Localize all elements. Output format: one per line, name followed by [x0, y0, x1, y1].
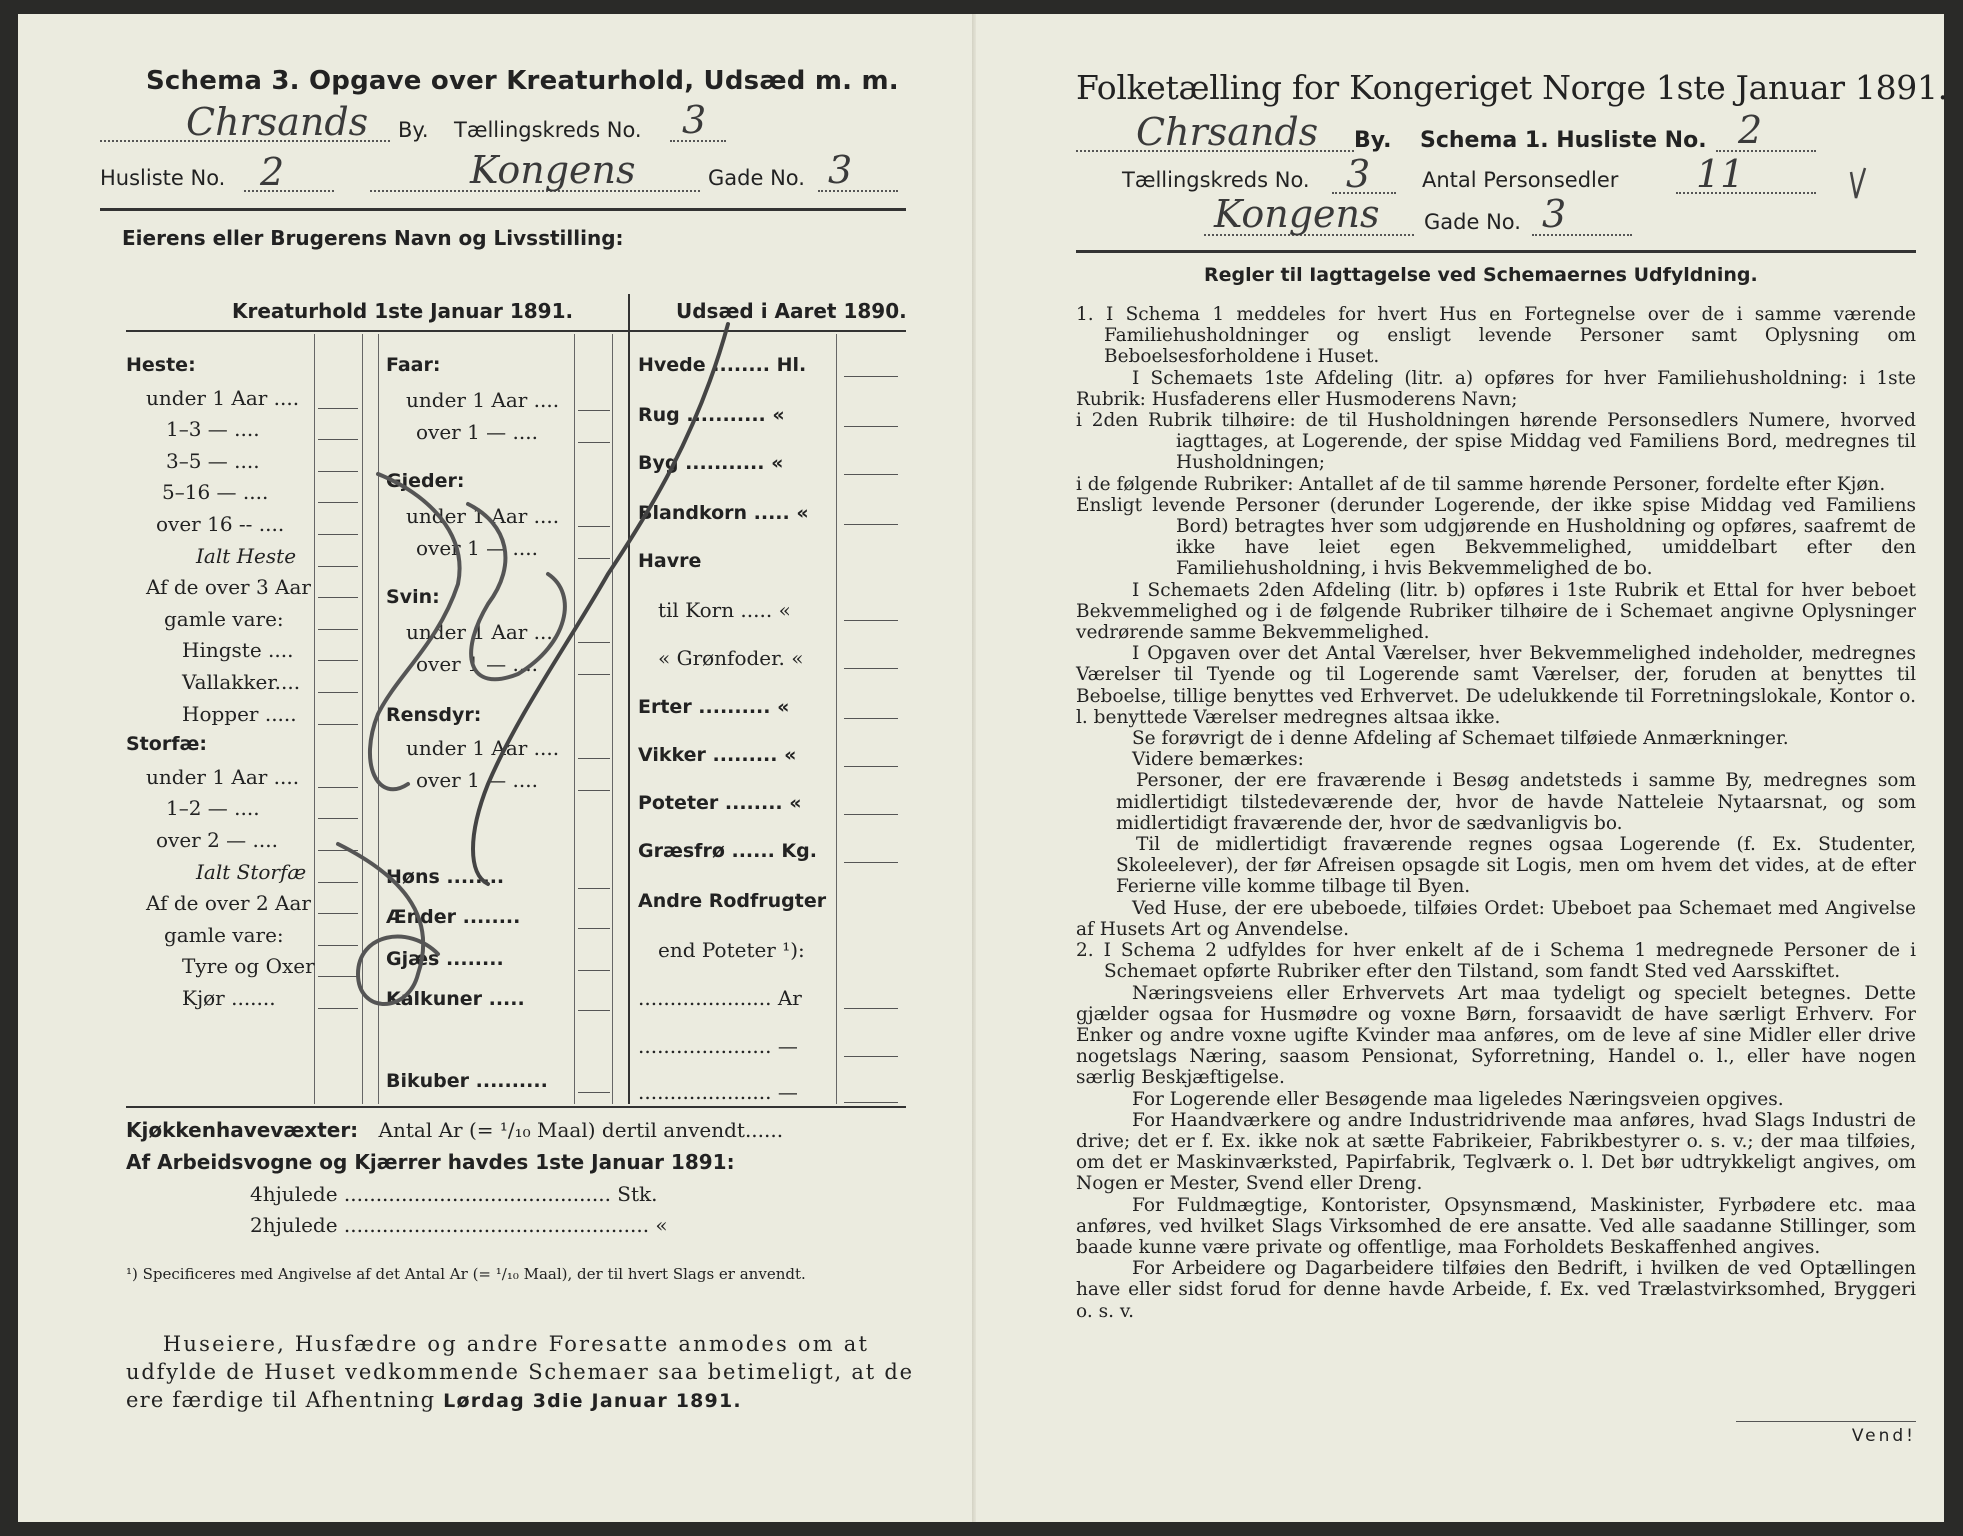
- closing-line-3a: ere færdige til Afhentning: [126, 1388, 436, 1412]
- arbeidsvogne-label: Af Arbeidsvogne og Kjærrer havdes 1ste Januar 1891:: [126, 1150, 735, 1174]
- header-rule: [100, 208, 906, 211]
- arbeidsvogne-line: [126, 1150, 735, 1174]
- col1-row: 3–5 — ....: [166, 448, 260, 473]
- col3-row: Poteter ........ «: [638, 792, 802, 814]
- col3-row: end Poteter ¹):: [658, 938, 805, 962]
- col3-entry-line: [844, 1008, 898, 1009]
- col1-row: gamle vare:: [164, 922, 284, 947]
- col2-row: Faar:: [386, 354, 441, 376]
- col2-row: over 1 — ....: [416, 652, 538, 676]
- stamp-word: [358, 654, 361, 655]
- col3-row: Byg ........... «: [638, 452, 784, 474]
- vend-label: Vend!: [1851, 1426, 1916, 1446]
- kreds-label: Tællingskreds No.: [454, 118, 642, 142]
- col3-row: ..................... —: [638, 1080, 798, 1104]
- rule-2-fuldmaegtige: For Fuldmægtige, Kontorister, Opsynsmænd, Maskinister, Fyrbødere etc. maa anføres, ved hvilket Slags Virksomhed de ere ansatte. Ved alle saadanne Stillinger, som baade kunne være private og offentlige, maa Forholdets Beskaffenhed angives.: [1076, 1194, 1916, 1258]
- by-handwriting: Chrsands: [186, 100, 369, 144]
- hjul4-line: 4hjulede .......................................... Stk.: [250, 1182, 658, 1206]
- col1-row: Vallakker....: [182, 670, 301, 694]
- table-bottom-rule: [126, 1106, 906, 1108]
- col3-row: Blandkorn ..... «: [638, 502, 809, 524]
- rule-1-videre: Videre bemærkes:: [1132, 749, 1304, 771]
- col3-row: Hvede ........ Hl.: [638, 354, 807, 376]
- kjokken-label: Kjøkkenhavevæxter:: [126, 1118, 359, 1142]
- husliste-handwriting-right: 2: [1738, 108, 1763, 152]
- col3-entry-line: [844, 862, 898, 863]
- col2-row: under 1 Aar ....: [406, 388, 560, 412]
- col3-row: Andre Rodfrugter: [638, 890, 827, 912]
- col3-row: Rug ........... «: [638, 404, 785, 426]
- col3-row: Vikker ......... «: [638, 744, 797, 766]
- col2-row: under 1 Aar ....: [406, 736, 560, 760]
- closing-line-1: Huseiere, Husfædre og andre Foresatte anmodes om at: [162, 1332, 870, 1356]
- kjokken-rest: Antal Ar (= ¹/₁₀ Maal) dertil anvendt......: [378, 1118, 784, 1142]
- col3-entry-line: [844, 668, 898, 669]
- col3-entry-line: [844, 766, 898, 767]
- rule-2-naeringsvei: Næringsveiens eller Erhvervets Art maa tydeligt og specielt betegnes. Dette gjælder ogsaa for Husmødre og voxne Børn, forsaavidt de have særligt Erhverv. For Enker og andre voxne ugifte Kvinder maa anføres, om de leve af sine Midler eller drive nogetslags Næring, saasom Pensionat, Syforretning, Handel o. l., eller have nogen særlig Beskjæftigelse.: [1076, 982, 1916, 1089]
- left-page-schema-3: [18, 14, 972, 1522]
- col2-row: Rensdyr:: [386, 704, 482, 726]
- col2-row: under 1 Aar ....: [406, 504, 560, 528]
- col3-row: Erter .......... «: [638, 696, 790, 718]
- rule-1-afdeling2: I Schemaets 2den Afdeling (litr. b) opføres i 1ste Rubrik et Ettal for hver beboet Bekvemmelighed og i de følgende Rubriker tilhøire de i Schemaet angivne Oplysninger vedrørende samme Bekvemmelighed.: [1076, 579, 1916, 644]
- husliste-fill-line: [244, 190, 334, 192]
- closing-line-2: udfylde de Huset vedkommende Schemaer saa betimeligt, at de: [126, 1360, 914, 1384]
- rules-body: [1076, 304, 1916, 1322]
- rule-1-ubeboede: Ved Huse, der ere ubeboede, tilføies Ordet: Ubeboet paa Schemaet med Angivelse af Husets Art og Anvendelse.: [1076, 897, 1916, 940]
- check-mark-icon: [1848, 164, 1868, 204]
- col1-row: Hopper .....: [182, 701, 297, 726]
- schema3-title: Schema 3. Opgave over Kreaturhold, Udsæd m. m.: [146, 66, 899, 96]
- col2-row: Gjeder:: [386, 470, 465, 492]
- col1-row: Ialt Heste: [196, 543, 297, 568]
- rule-1-rubrik2: i 2den Rubrik tilhøire: de til Husholdningen hørende Personsedlers Numere, hvorved iagttages, at Logerende, der spise Middag ved Familiens Bord, medregnes til Husholdningen;: [1076, 410, 1916, 474]
- col1-row: over 16 -- ....: [156, 512, 285, 536]
- gade-label: Gade No.: [708, 166, 805, 190]
- col3-entry-line: [844, 718, 898, 719]
- col3-row: ..................... —: [638, 1034, 798, 1058]
- col3-entry-line: [844, 1102, 898, 1103]
- col2-row: over 1 — ....: [416, 768, 538, 792]
- kreds-handwriting: 3: [682, 98, 707, 142]
- kreds-handwriting-right: 3: [1346, 152, 1371, 196]
- gade-label-right: Gade No.: [1424, 210, 1521, 234]
- col2-row: Høns ........: [386, 866, 505, 888]
- rule-1-familie: I Schemaets 1ste Afdeling (litr. a) opføres for hver Familiehusholdning: i 1ste Rubrik: Husfaderens eller Husmoderens Navn;: [1076, 367, 1916, 410]
- rule-1: 1. I Schema 1 meddeles for hvert Hus en Fortegnelse over de i samme værende Familiehusholdninger og ensligt levende Personer samt Oplysning om Beboelsesforholdene i Huset.: [1076, 304, 1916, 368]
- col2-row: over 1 — ....: [416, 420, 538, 444]
- col1-row: 1–3 — ....: [166, 417, 260, 442]
- col1-row: Hingste ....: [182, 638, 294, 663]
- by-handwriting-right: Chrsands: [1136, 110, 1319, 154]
- col1-row: over 2 — ....: [156, 828, 278, 852]
- col1-row: gamle vare:: [164, 606, 284, 631]
- heading-kreaturhold: Kreaturhold 1ste Januar 1891.: [232, 299, 574, 323]
- col1-row: Ialt Storfæ: [196, 859, 307, 884]
- col1-value-divider-a: [314, 334, 315, 1104]
- col1-row: 5–16 — ....: [162, 480, 269, 505]
- vend-rule: [1736, 1421, 1916, 1422]
- col1-row: Tyre og Oxer: [182, 954, 315, 979]
- col2-row: Svin:: [386, 586, 440, 608]
- owner-label: Eierens eller Brugerens Navn og Livsstilling:: [122, 226, 624, 250]
- rule-1-fravaerende: Personer, der ere fraværende i Besøg andetsteds i samme By, medregnes som midlertidigt tilstedeværende der, hvor de havde Natteleie Nytaarsnat, og som midlertidigt fraværende der, hvor de sædvanligvis bo.: [1116, 770, 1916, 834]
- heading-udsaed: Udsæd i Aaret 1890.: [676, 299, 907, 323]
- right-page-schema-1: [976, 14, 1948, 1522]
- col3-row: « Grønfoder. «: [658, 646, 804, 670]
- col3-row: Havre: [638, 550, 702, 572]
- col3-row: til Korn ..... «: [658, 598, 791, 622]
- rules-title: Regler til Iagttagelse ved Schemaernes Udfyldning.: [1204, 264, 1758, 286]
- rule-1-vaerelser: I Opgaven over det Antal Værelser, hver Bekvemmelighed indeholder, medregnes Værelser til Tyende og til Logerende samt Værelser, der, foruden at benyttes til Beboelse, tillige benyttes ved Erhvervet. De udelukkende til Forretningslokale, Kontor o. l. benyttede Værelser medregnes altsaa ikke.: [1076, 643, 1916, 728]
- col3-entry-line: [844, 426, 898, 427]
- col3-entry-line: [844, 524, 898, 525]
- rule-2: 2. I Schema 2 udfyldes for hver enkelt af de i Schema 1 medregnede Personer de i Schemaet opførte Rubriker efter den Tilstand, som fandt Sted ved Aarsskiftet.: [1076, 940, 1916, 983]
- col3-entry-line: [844, 814, 898, 815]
- col3-entry-line: [844, 474, 898, 475]
- col1-row: Af de over 2 Aar: [146, 891, 311, 916]
- rule-1-enslige: Ensligt levende Personer (derunder Logerende, der ikke spise Middag ved Familiens Bord) betragtes hver som udgjørende en Husholdning og opføres, saafremt de ikke have leiet egen Bekvemmelighed, umiddelbart efter den Familiehusholdning, i hvis Bekvemmelighed de bo.: [1076, 494, 1916, 580]
- schema1-label: Schema 1. Husliste No.: [1420, 128, 1707, 153]
- rule-1-rubriker: i de følgende Rubriker: Antallet af de til samme hørende Personer, fordelte efter Kjøn.: [1076, 473, 1886, 495]
- col2-row: under 1 Aar ....: [406, 620, 560, 644]
- col3-entry-line: [844, 376, 898, 377]
- hjul2-line: 2hjulede ................................................ «: [250, 1213, 668, 1237]
- col2-row: Ænder ........: [386, 906, 521, 928]
- rule-1-anmaerkninger: Se forøvrigt de i denne Afdeling af Schemaet tilføiede Anmærkninger.: [1132, 728, 1789, 750]
- husliste-label: Husliste No.: [100, 166, 226, 190]
- gade-handwriting: Kongens: [470, 148, 636, 192]
- gade-no-handwriting-right: 3: [1542, 192, 1567, 236]
- gade-no-handwriting: 3: [828, 148, 853, 192]
- handwritten-cancel-stroke: [318, 314, 758, 1034]
- col2-entry-line: [578, 1092, 610, 1093]
- col3-entry-line: [844, 620, 898, 621]
- kreds-label-right: Tællingskreds No.: [1122, 168, 1310, 192]
- col2-row: over 1 — ....: [416, 536, 538, 560]
- rule-2-arbeidere: For Arbeidere og Dagarbeidere tilføies den Bedrift, i hvilken de ved Optællingen have eller sidst forud for denne havde Arbeide, f. Ex. ved Trælastvirksomhed, Bryggeri o. s. v.: [1076, 1258, 1916, 1322]
- col2-row: Bikuber ..........: [386, 1070, 548, 1092]
- col1-row: 1–2 — ....: [166, 796, 260, 821]
- closing-date: Lørdag 3die Januar 1891.: [443, 1390, 742, 1412]
- gade-handwriting-right: Kongens: [1214, 192, 1380, 236]
- col3-entry-line: [844, 1056, 898, 1057]
- antal-handwriting: 11: [1696, 152, 1745, 196]
- col2-row: Kalkuner .....: [386, 988, 525, 1010]
- col3-row: ..................... Ar: [638, 986, 802, 1010]
- col1-row: Af de over 3 Aar: [146, 575, 311, 600]
- antal-label: Antal Personsedler: [1422, 168, 1619, 192]
- right-header-rule: [1076, 250, 1916, 253]
- col3-value-divider: [836, 334, 837, 1104]
- rule-2-haandvaerkere: For Haandværkere og andre Industridrivende maa anføres, hvad Slags Industri de drive; det er f. Ex. ikke nok at sætte Fabrikeier, Fabrikbestyrer o. s. v.; der maa tilføies, om det er Maskinværksted, Papirfabrik, Teglværk o. l. Det bør udtrykkeligt angives, om Nogen er Mester, Svend eller Dreng.: [1076, 1109, 1916, 1195]
- census-title: Folketælling for Kongeriget Norge 1ste Januar 1891.: [1076, 68, 1948, 107]
- col1-row: Storfæ:: [126, 733, 207, 756]
- kjokken-line: [126, 1118, 783, 1142]
- col1-row: under 1 Aar ....: [146, 385, 300, 410]
- col3-row: Græsfrø ...... Kg.: [638, 840, 817, 862]
- col2-row: Gjæs ........: [386, 948, 504, 970]
- by-label-right: By.: [1354, 128, 1392, 153]
- closing-line-3: [126, 1388, 742, 1412]
- footnote: ¹) Specificeres med Angivelse af det Antal Ar (= ¹/₁₀ Maal), der til hvert Slags er anvendt.: [126, 1265, 806, 1283]
- col1-row: Heste:: [126, 354, 196, 376]
- rule-2-logerende: For Logerende eller Besøgende maa ligeledes Næringsveien opgives.: [1132, 1088, 1784, 1110]
- col1-row: under 1 Aar ....: [146, 764, 300, 789]
- col1-row: Kjør .......: [182, 986, 276, 1010]
- by-label: By.: [398, 118, 429, 142]
- rule-1-logerende: Til de midlertidigt fraværende regnes ogsaa Logerende (f. Ex. Studenter, Skoleelever), der før Afreisen opsagde sit Logis, men om hvem det vides, at de efter Ferierne ville komme tilbage til Byen.: [1116, 834, 1916, 898]
- husliste-handwriting: 2: [260, 150, 285, 194]
